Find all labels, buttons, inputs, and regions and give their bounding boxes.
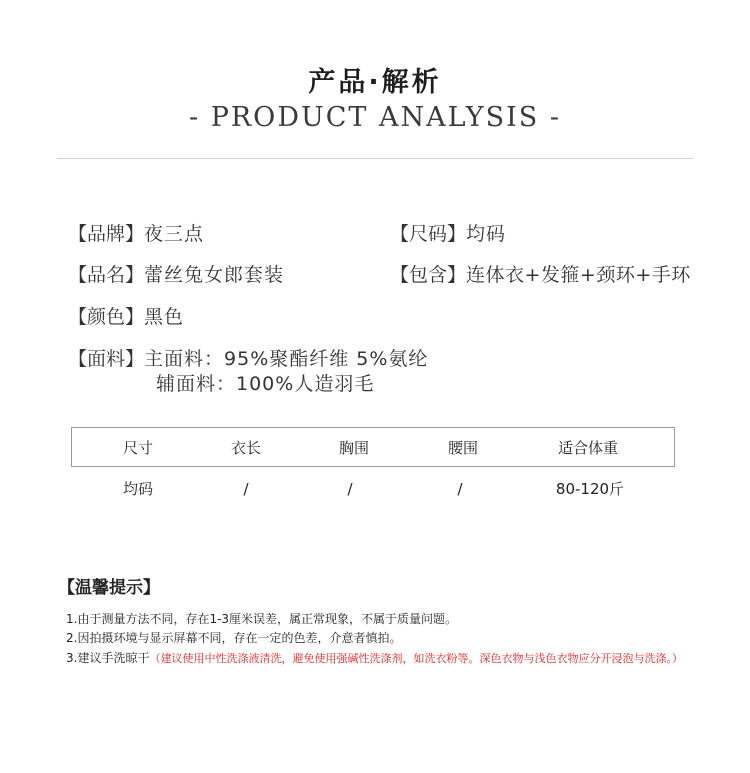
spec-fabric xyxy=(68,347,428,371)
tips-title: 【温馨提示】 xyxy=(58,578,160,598)
spec-brand-value: 夜三点 xyxy=(144,223,205,245)
spec-includes xyxy=(390,263,691,287)
spec-size xyxy=(390,222,506,246)
tip-item-text: 3.建议手洗晾干 xyxy=(66,651,150,665)
size-row-cell: / xyxy=(347,480,353,498)
spec-size-value: 均码 xyxy=(466,223,507,245)
size-header-cell: 胸围 xyxy=(338,439,370,457)
size-header-cell: 衣长 xyxy=(230,439,262,457)
spec-fabric-aux: 辅面料：100%人造羽毛 xyxy=(156,373,375,395)
spec-name-value: 蕾丝兔女郎套装 xyxy=(144,264,285,286)
spec-name-label: 【品名】 xyxy=(68,264,145,286)
size-row-cell: 80-120斤 xyxy=(555,480,625,498)
tip-wash-note: （建议使用中性洗涤液清洗，避免使用强碱性洗涤剂，如洗衣粉等。深色衣物与浅色衣物应分开浸泡与洗涤。） xyxy=(149,652,683,665)
size-row-cell: / xyxy=(457,480,463,498)
title-divider xyxy=(57,158,693,159)
page-subtitle: - PRODUCT ANALYSIS - xyxy=(188,102,561,133)
tip-item: 1.由于测量方法不同，存在1-3厘米误差，属正常现象，不属于质量问题。 xyxy=(66,612,458,626)
size-row-cell: 均码 xyxy=(122,480,154,498)
spec-name xyxy=(68,263,284,287)
spec-color xyxy=(68,305,184,329)
spec-color-label: 【颜色】 xyxy=(68,306,145,328)
spec-fabric-main: 主面料：95%聚酯纤维 5%氨纶 xyxy=(144,348,429,370)
size-header-cell: 腰围 xyxy=(447,439,479,457)
size-header-cell: 适合体重 xyxy=(557,439,619,457)
spec-brand xyxy=(68,222,204,246)
tip-item: 2.因拍摄环境与显示屏幕不同，存在一定的色差，介意者慎拍。 xyxy=(66,631,402,645)
size-header-cell: 尺寸 xyxy=(122,439,154,457)
spec-size-label: 【尺码】 xyxy=(390,223,467,245)
spec-fabric-label: 【面料】 xyxy=(68,348,145,370)
page-title: 产品·解析 xyxy=(308,67,442,98)
tip-item xyxy=(66,650,683,667)
size-row-cell: / xyxy=(243,480,249,498)
spec-brand-label: 【品牌】 xyxy=(68,223,145,245)
spec-color-value: 黑色 xyxy=(144,306,185,328)
spec-includes-value: 连体衣+发箍+颈环+手环 xyxy=(466,264,691,286)
spec-includes-label: 【包含】 xyxy=(390,264,467,286)
